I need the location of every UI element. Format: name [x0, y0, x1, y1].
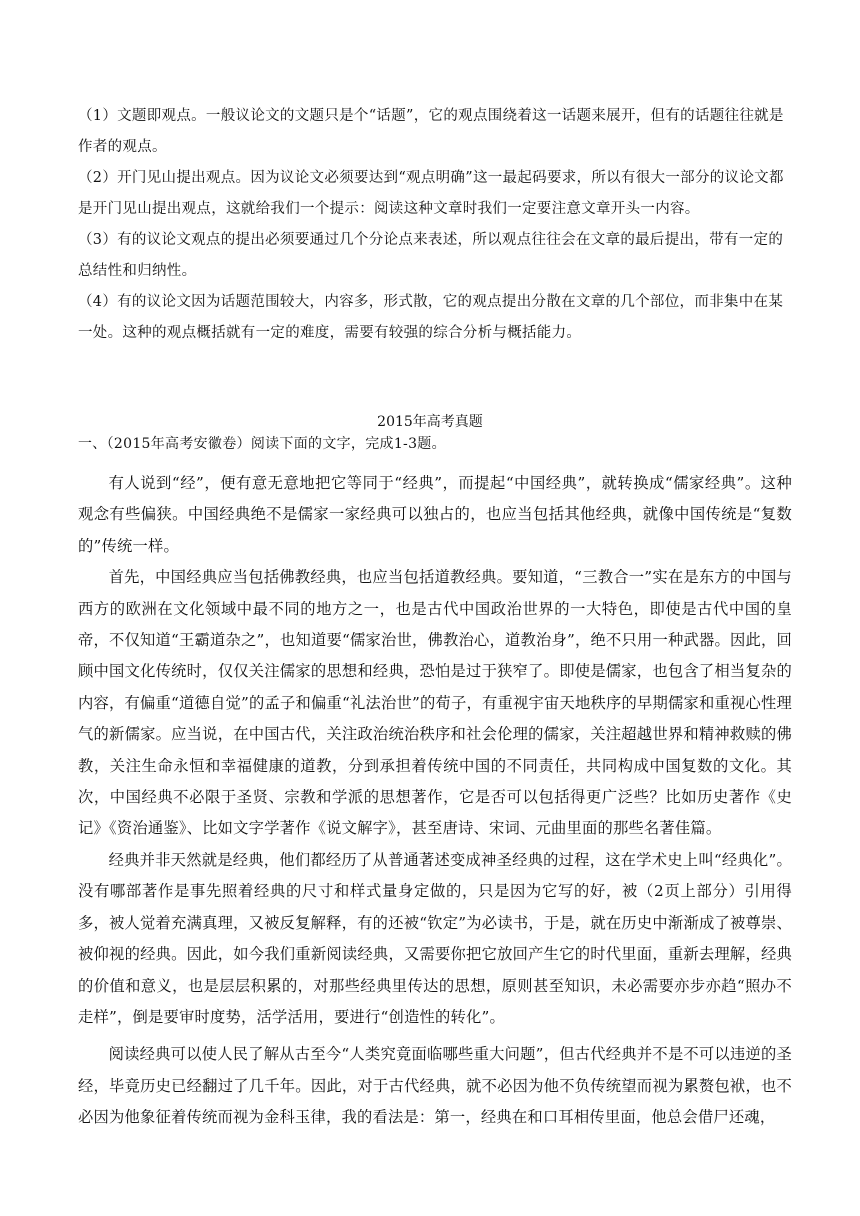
passage-paragraph: 首先，中国经典应当包括佛教经典，也应当包括道教经典。要知道，“三教合一”实在是东方的中国与西方的欧洲在文化领域中最不同的地方之一，也是古代中国政治世界的一大特色，即使是古代中国的皇帝，不仅知道“王霸道杂之”，也知道要“儒家治世，佛教治心，道教治身”，绝不只用一种武器。因此，回顾中国文化传统时，仅仅关注儒家的思想和经典，恐怕是过于狭窄了。即使是儒家，也包含了相当复杂的内容，有偏重“道德自觉”的孟子和偏重“礼法治世”的荀子，有重视宇宙天地秩序的早期儒家和重视心性理气的新儒家。应当说，在中国古代，关注政治统治秩序和社会伦理的儒家，关注超越世界和精神救赎的佛教，关注生命永恒和幸福健康的道教，分到承担着传统中国的不同责任，共同构成中国复数的文化。其次，中国经典不必限于圣贤、宗教和学派的思想著作，它是否可以包括得更广泛些？比如历史著作《史记》《资治通鉴》、比如文字学著作《说文解字》，甚至唐诗、宋词、元曲里面的那些名著佳篇。	[78, 568, 792, 838]
passage-paragraph: 有人说到“经”，便有意无意地把它等同于“经典”，而提起“中国经典”，就转换成“儒家经典”。这种观念有些偏狭。中国经典绝不是儒家一家经典可以独占的，也应当包括其他经典，就像中国传统是“复数的”传统一样。	[78, 474, 792, 555]
tip-item: （1）文题即观点。一般议论文的文题只是个“话题”，它的观点围绕着这一话题来展开，但有的话题往往就是作者的观点。	[78, 108, 784, 155]
question-intro: 一、（2015年高考安徽卷）阅读下面的文字，完成1-3题。	[78, 436, 446, 452]
reading-passage	[78, 468, 792, 1134]
passage-paragraph: 阅读经典可以使人民了解从古至今“人类究竟面临哪些重大问题”，但古代经典并不是不可以违逆的圣经，毕竟历史已经翻过了几千年。因此，对于古代经典，就不必因为他不负传统望而视为累赘包袱，也不必因为他象征着传统而视为金科玉律，我的看法是：第一，经典在和口耳相传里面，他总会借尸还魂，	[78, 1045, 792, 1127]
passage-paragraph: 经典并非天然就是经典，他们都经历了从普通著述变成神圣经典的过程，这在学术史上叫“经典化”。没有哪部著作是事先照着经典的尺寸和样式量身定做的，只是因为它写的好，被（2页上部分）引用得多，被人觉着充满真理，又被反复解释，有的还被“钦定”为必读书，于是，就在历史中渐渐成了被尊崇、被仰视的经典。因此，如今我们重新阅读经典，又需要你把它放回产生它的时代里面，重新去理解，经典的价值和意义，也是层层积累的，对那些经典里传达的思想，原则甚至知识，未必需要亦步亦趋“照办不走样”，倒是要审时度势，活学活用，要进行“创造性的转化”。	[78, 850, 792, 1026]
tip-item: （3）有的议论文观点的提出必须要通过几个分论点来表述，所以观点往往会在文章的最后提出，带有一定的总结性和归纳性。	[78, 232, 784, 279]
viewpoint-tips	[78, 101, 792, 349]
tip-item: （4）有的议论文因为话题范围较大，内容多，形式散，它的观点提出分散在文章的几个部位，而非集中在某一处。这种的观点概括就有一定的难度，需要有较强的综合分析与概括能力。	[78, 294, 784, 341]
section-title: 2015年高考真题	[377, 414, 483, 430]
tip-item: （2）开门见山提出观点。因为议论文必须要达到“观点明确”这一最起码要求，所以有很大一部分的议论文都是开门见山提出观点，这就给我们一个提示：阅读这种文章时我们一定要注意文章开头一内容。	[78, 170, 784, 217]
